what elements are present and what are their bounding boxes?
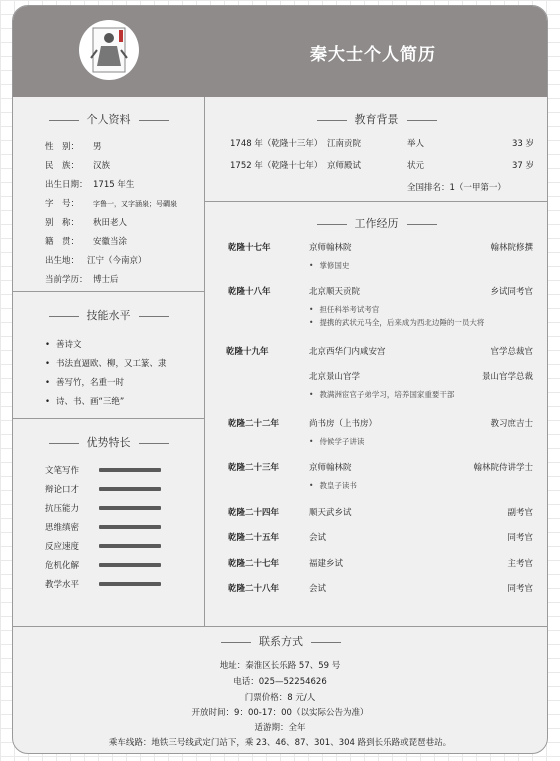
personal-label: 字 号： — [45, 199, 80, 209]
divider-left-2 — [13, 418, 204, 419]
edu-place: 京师殿试 — [327, 161, 362, 171]
personal-value: 男 — [93, 142, 102, 152]
work-year: 乾隆十七年 — [228, 243, 271, 253]
work-note: • 侍候学子讲读 — [309, 436, 364, 447]
resume-card — [12, 5, 548, 754]
work-year: 乾隆二十七年 — [228, 559, 280, 569]
work-place: 尚书房（上书房） — [309, 419, 378, 429]
work-year: 乾隆十九年 — [226, 347, 269, 357]
work-title: 工作经历 — [204, 215, 548, 231]
strength-label: 抗压能力 — [45, 504, 80, 514]
strength-bar — [99, 544, 161, 548]
strengths-title: 优势特长 — [13, 434, 204, 450]
work-role: 翰林院修撰 — [490, 243, 533, 253]
strength-label: 辩论口才 — [45, 485, 80, 495]
skill-item: • 诗、书、画“三绝” — [45, 395, 124, 407]
personal-value: 博士后 — [93, 275, 119, 285]
work-role: 主考官 — [507, 559, 533, 569]
strength-bar — [99, 563, 161, 567]
strength-label: 反应速度 — [45, 542, 80, 552]
divider-left-1 — [13, 291, 204, 292]
personal-title: 个人资料 — [13, 111, 204, 127]
resume-name: 秦大士个人简历 — [310, 45, 436, 65]
strength-bar — [99, 582, 161, 586]
strength-bar — [99, 487, 161, 491]
work-role: 乡试同考官 — [490, 287, 533, 297]
work-year: 乾隆二十四年 — [228, 508, 280, 518]
strength-label: 文笔写作 — [45, 466, 80, 476]
personal-value: 安徽当涂 — [93, 237, 128, 247]
skill-item: • 善写竹，名重一时 — [45, 376, 124, 388]
personal-label: 性 别： — [45, 142, 80, 152]
personal-value: 字鲁一，又字涵泉；号磵泉 — [93, 200, 177, 208]
education-title: 教育背景 — [204, 111, 548, 127]
personal-label: 出生日期： — [45, 180, 88, 190]
work-place: 北京西华门内咸安宫 — [309, 347, 386, 357]
work-role: 景山官学总裁 — [481, 372, 533, 382]
work-role: 翰林院侍讲学士 — [473, 463, 533, 473]
edu-year: 1748 年（乾隆十三年） — [230, 139, 323, 149]
work-year: 乾隆二十二年 — [228, 419, 280, 429]
work-year: 乾隆二十八年 — [228, 584, 280, 594]
strength-bar — [99, 506, 161, 510]
personal-value: 江宁（今南京） — [87, 256, 147, 266]
edu-degree: 状元 — [407, 161, 425, 171]
edu-place: 江南贡院 — [327, 139, 362, 149]
edu-degree: 举人 — [407, 139, 425, 149]
work-year: 乾隆十八年 — [228, 287, 271, 297]
column-divider — [204, 97, 205, 626]
personal-label: 出生地： — [45, 256, 80, 266]
personal-value: 1715 年生 — [93, 180, 135, 190]
personal-value: 汉族 — [93, 161, 111, 171]
work-place: 顺天武乡试 — [309, 508, 352, 518]
work-place: 会试 — [309, 584, 327, 594]
portrait-icon — [79, 20, 139, 80]
personal-label: 别 称： — [45, 218, 80, 228]
edu-year: 1752 年（乾隆十七年） — [230, 161, 323, 171]
edu-age: 33 岁 — [512, 139, 535, 149]
contact-transit: 乘车线路：地铁三号线武定门站下，乘 23、46、87、301、304 路到长乐路或琵琶巷站。 — [108, 738, 452, 748]
contact-price: 门票价格：8 元/人 — [244, 693, 316, 703]
divider-right-1 — [204, 201, 548, 202]
divider-bottom — [13, 626, 548, 627]
work-place: 福建乡试 — [309, 559, 344, 569]
header-band — [13, 6, 547, 97]
contact-phone: 电话：025—52254626 — [233, 677, 327, 687]
personal-label: 民 族： — [45, 161, 80, 171]
personal-value: 秋田老人 — [93, 218, 128, 228]
work-role: 副考官 — [507, 508, 533, 518]
work-note: • 掌修国史 — [309, 260, 349, 271]
skill-item: • 书法直逼欧、柳，又工篆、隶 — [45, 357, 167, 369]
edu-age: 37 岁 — [512, 161, 535, 171]
work-role: 同考官 — [507, 533, 533, 543]
skills-title: 技能水平 — [13, 307, 204, 323]
contact-hours: 开放时间：9：00-17：00（以实际公告为准） — [191, 708, 369, 718]
work-year: 乾隆二十五年 — [228, 533, 280, 543]
work-place: 京师翰林院 — [309, 243, 352, 253]
work-year: 乾隆二十三年 — [228, 463, 280, 473]
work-place: 会试 — [309, 533, 327, 543]
work-note: • 提携的武状元马全，后来成为西北边陲的一员大将 — [309, 317, 484, 328]
strength-bar — [99, 525, 161, 529]
strength-bar — [99, 468, 161, 472]
work-note: • 教皇子读书 — [309, 480, 357, 491]
work-role: 同考官 — [507, 584, 533, 594]
personal-label: 当前学历： — [45, 275, 88, 285]
work-place: 京师翰林院 — [309, 463, 352, 473]
contact-season: 适游期：全年 — [254, 723, 306, 733]
personal-label: 籍 贯： — [45, 237, 80, 247]
work-place: 北京景山官学 — [309, 372, 361, 382]
work-role: 教习庶吉士 — [490, 419, 533, 429]
work-role: 官学总裁官 — [490, 347, 533, 357]
strength-label: 思维缜密 — [45, 523, 80, 533]
contact-title: 联系方式 — [13, 633, 548, 649]
contact-address: 地址：秦淮区长乐路 57、59 号 — [219, 661, 341, 671]
skill-item: • 善诗文 — [45, 338, 82, 350]
work-note: • 担任科举考试考官 — [309, 304, 379, 315]
avatar — [79, 20, 139, 80]
work-note: • 教满洲宦官子弟学习，培养国家重要干部 — [309, 389, 454, 400]
work-place: 北京顺天贡院 — [309, 287, 361, 297]
strength-label: 危机化解 — [45, 561, 80, 571]
strength-label: 教学水平 — [45, 580, 80, 590]
edu-rank: 全国排名：1（一甲第一） — [407, 183, 506, 193]
